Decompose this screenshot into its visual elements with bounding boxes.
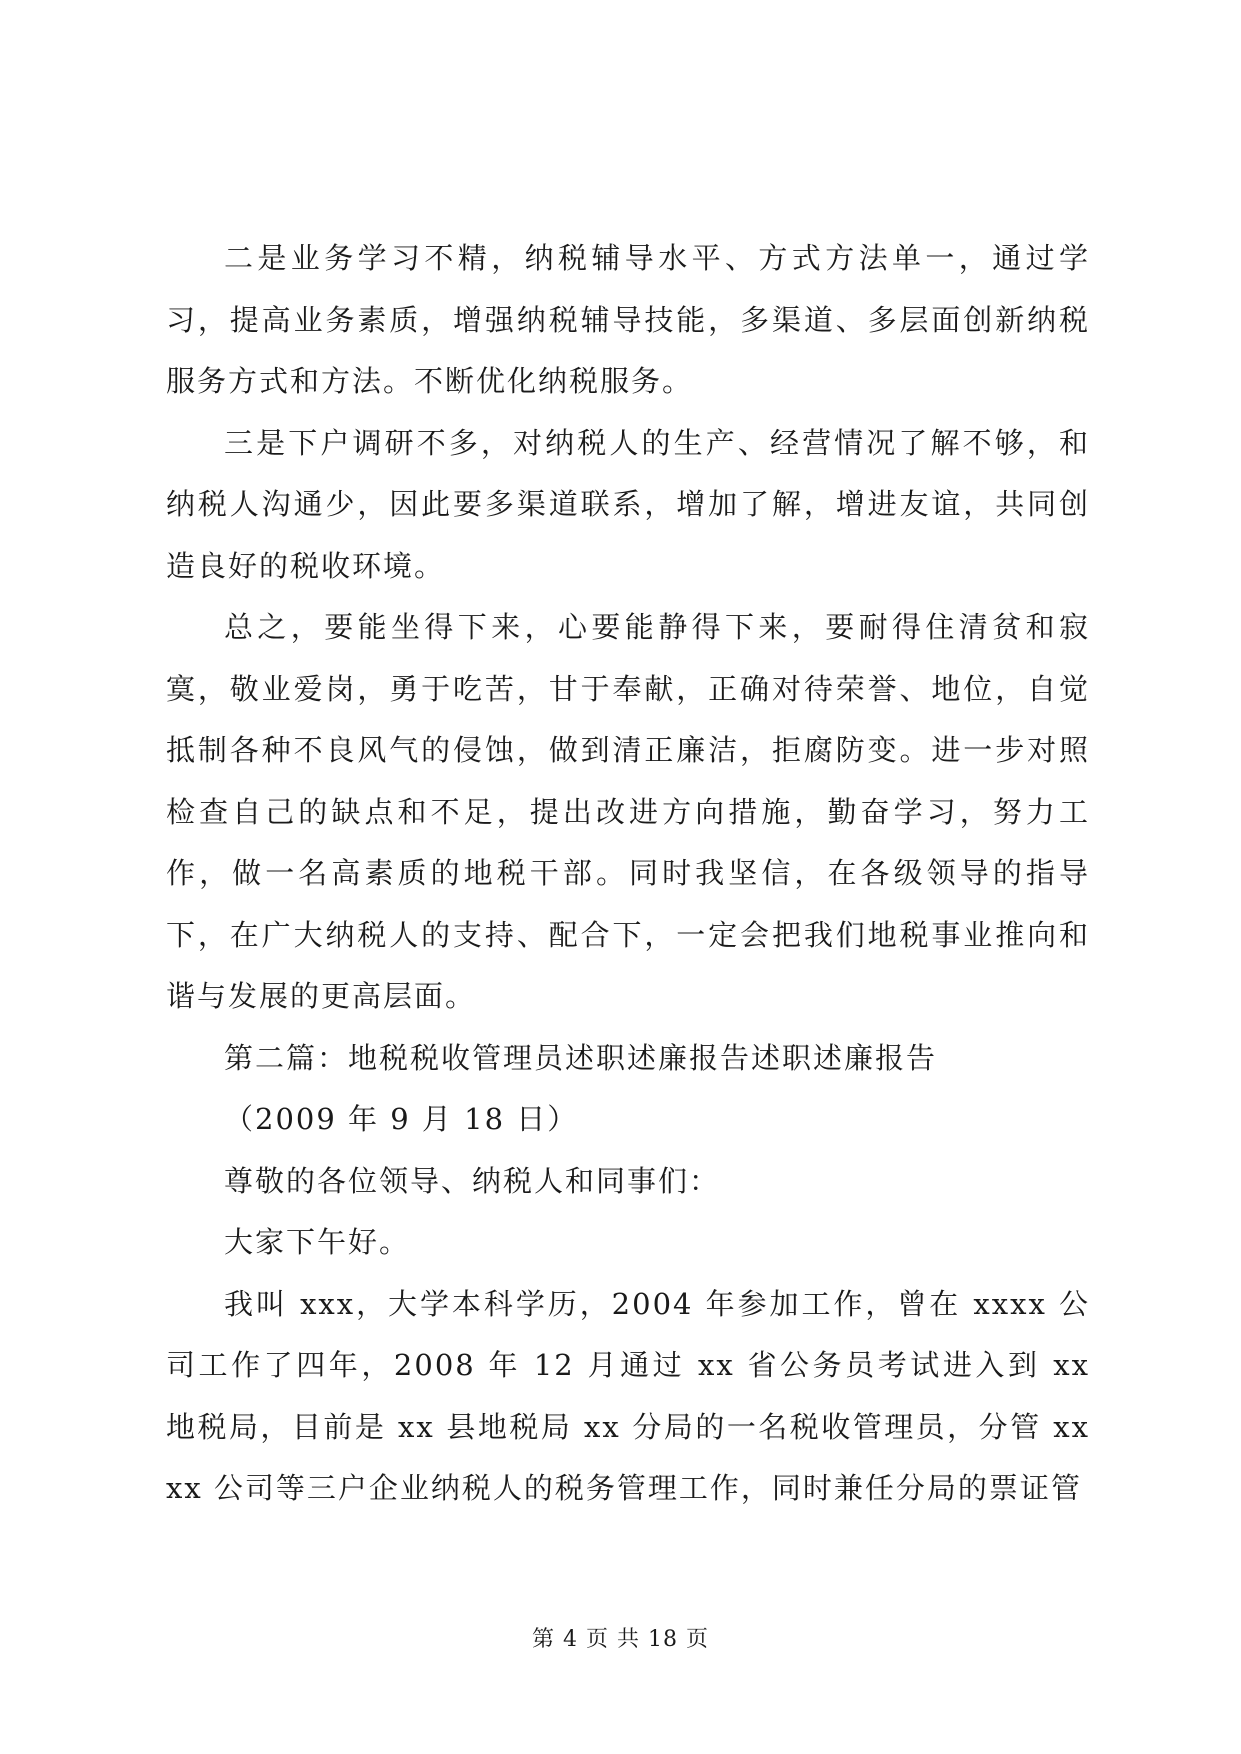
paragraph-business-study: 二是业务学习不精，纳税辅导水平、方式方法单一，通过学习，提高业务素质，增强纳税辅导技能，多渠道、多层面创新纳税服务方式和方法。不断优化纳税服务。 — [166, 241, 1090, 398]
salutation: 尊敬的各位领导、纳税人和同事们： — [224, 1163, 721, 1198]
greeting: 大家下午好。 — [224, 1225, 411, 1259]
paragraph-field-research: 三是下户调研不多，对纳税人的生产、经营情况了解不够，和纳税人沟通少，因此要多渠道联系，增加了解，增进友谊，共同创造良好的税收环境。 — [166, 425, 1090, 583]
page-number-footer: 第 4 页 共 18 页 — [532, 1627, 709, 1652]
section-heading: 第二篇：地税税收管理员述职述廉报告述职述廉报告 — [224, 1040, 938, 1075]
report-date: （2009 年 9 月 18 日） — [224, 1102, 579, 1136]
paragraph-summary: 总之，要能坐得下来，心要能静得下来，要耐得住清贫和寂寞，敬业爱岗，勇于吃苦，甘于奉献，正确对待荣誉、地位，自觉抵制各种不良风气的侵蚀，做到清正廉洁，拒腐防变。进一步对照检查自己的缺点和不足，提出改进方向措施，勤奋学习，努力工作，做一名高素质的地税干部。同时我坚信，在各级领导的指导下，在广大纳税人的支持、配合下，一定会把我们地税事业推向和谐与发展的更高层面。 — [166, 610, 1090, 1013]
paragraph-self-introduction: 我叫 xxx，大学本科学历，2004 年参加工作，曾在 xxxx 公司工作了四年，2008 年 12 月通过 xx 省公务员考试进入到 xx 地税局，目前是 xx 县地税局 xx 分局的一名税收管理员，分管 xxxx 公司等三户企业纳税人的税务管理工作，同时兼任分局的票证管 — [166, 1286, 1090, 1505]
document-body — [166, 228, 1090, 1520]
